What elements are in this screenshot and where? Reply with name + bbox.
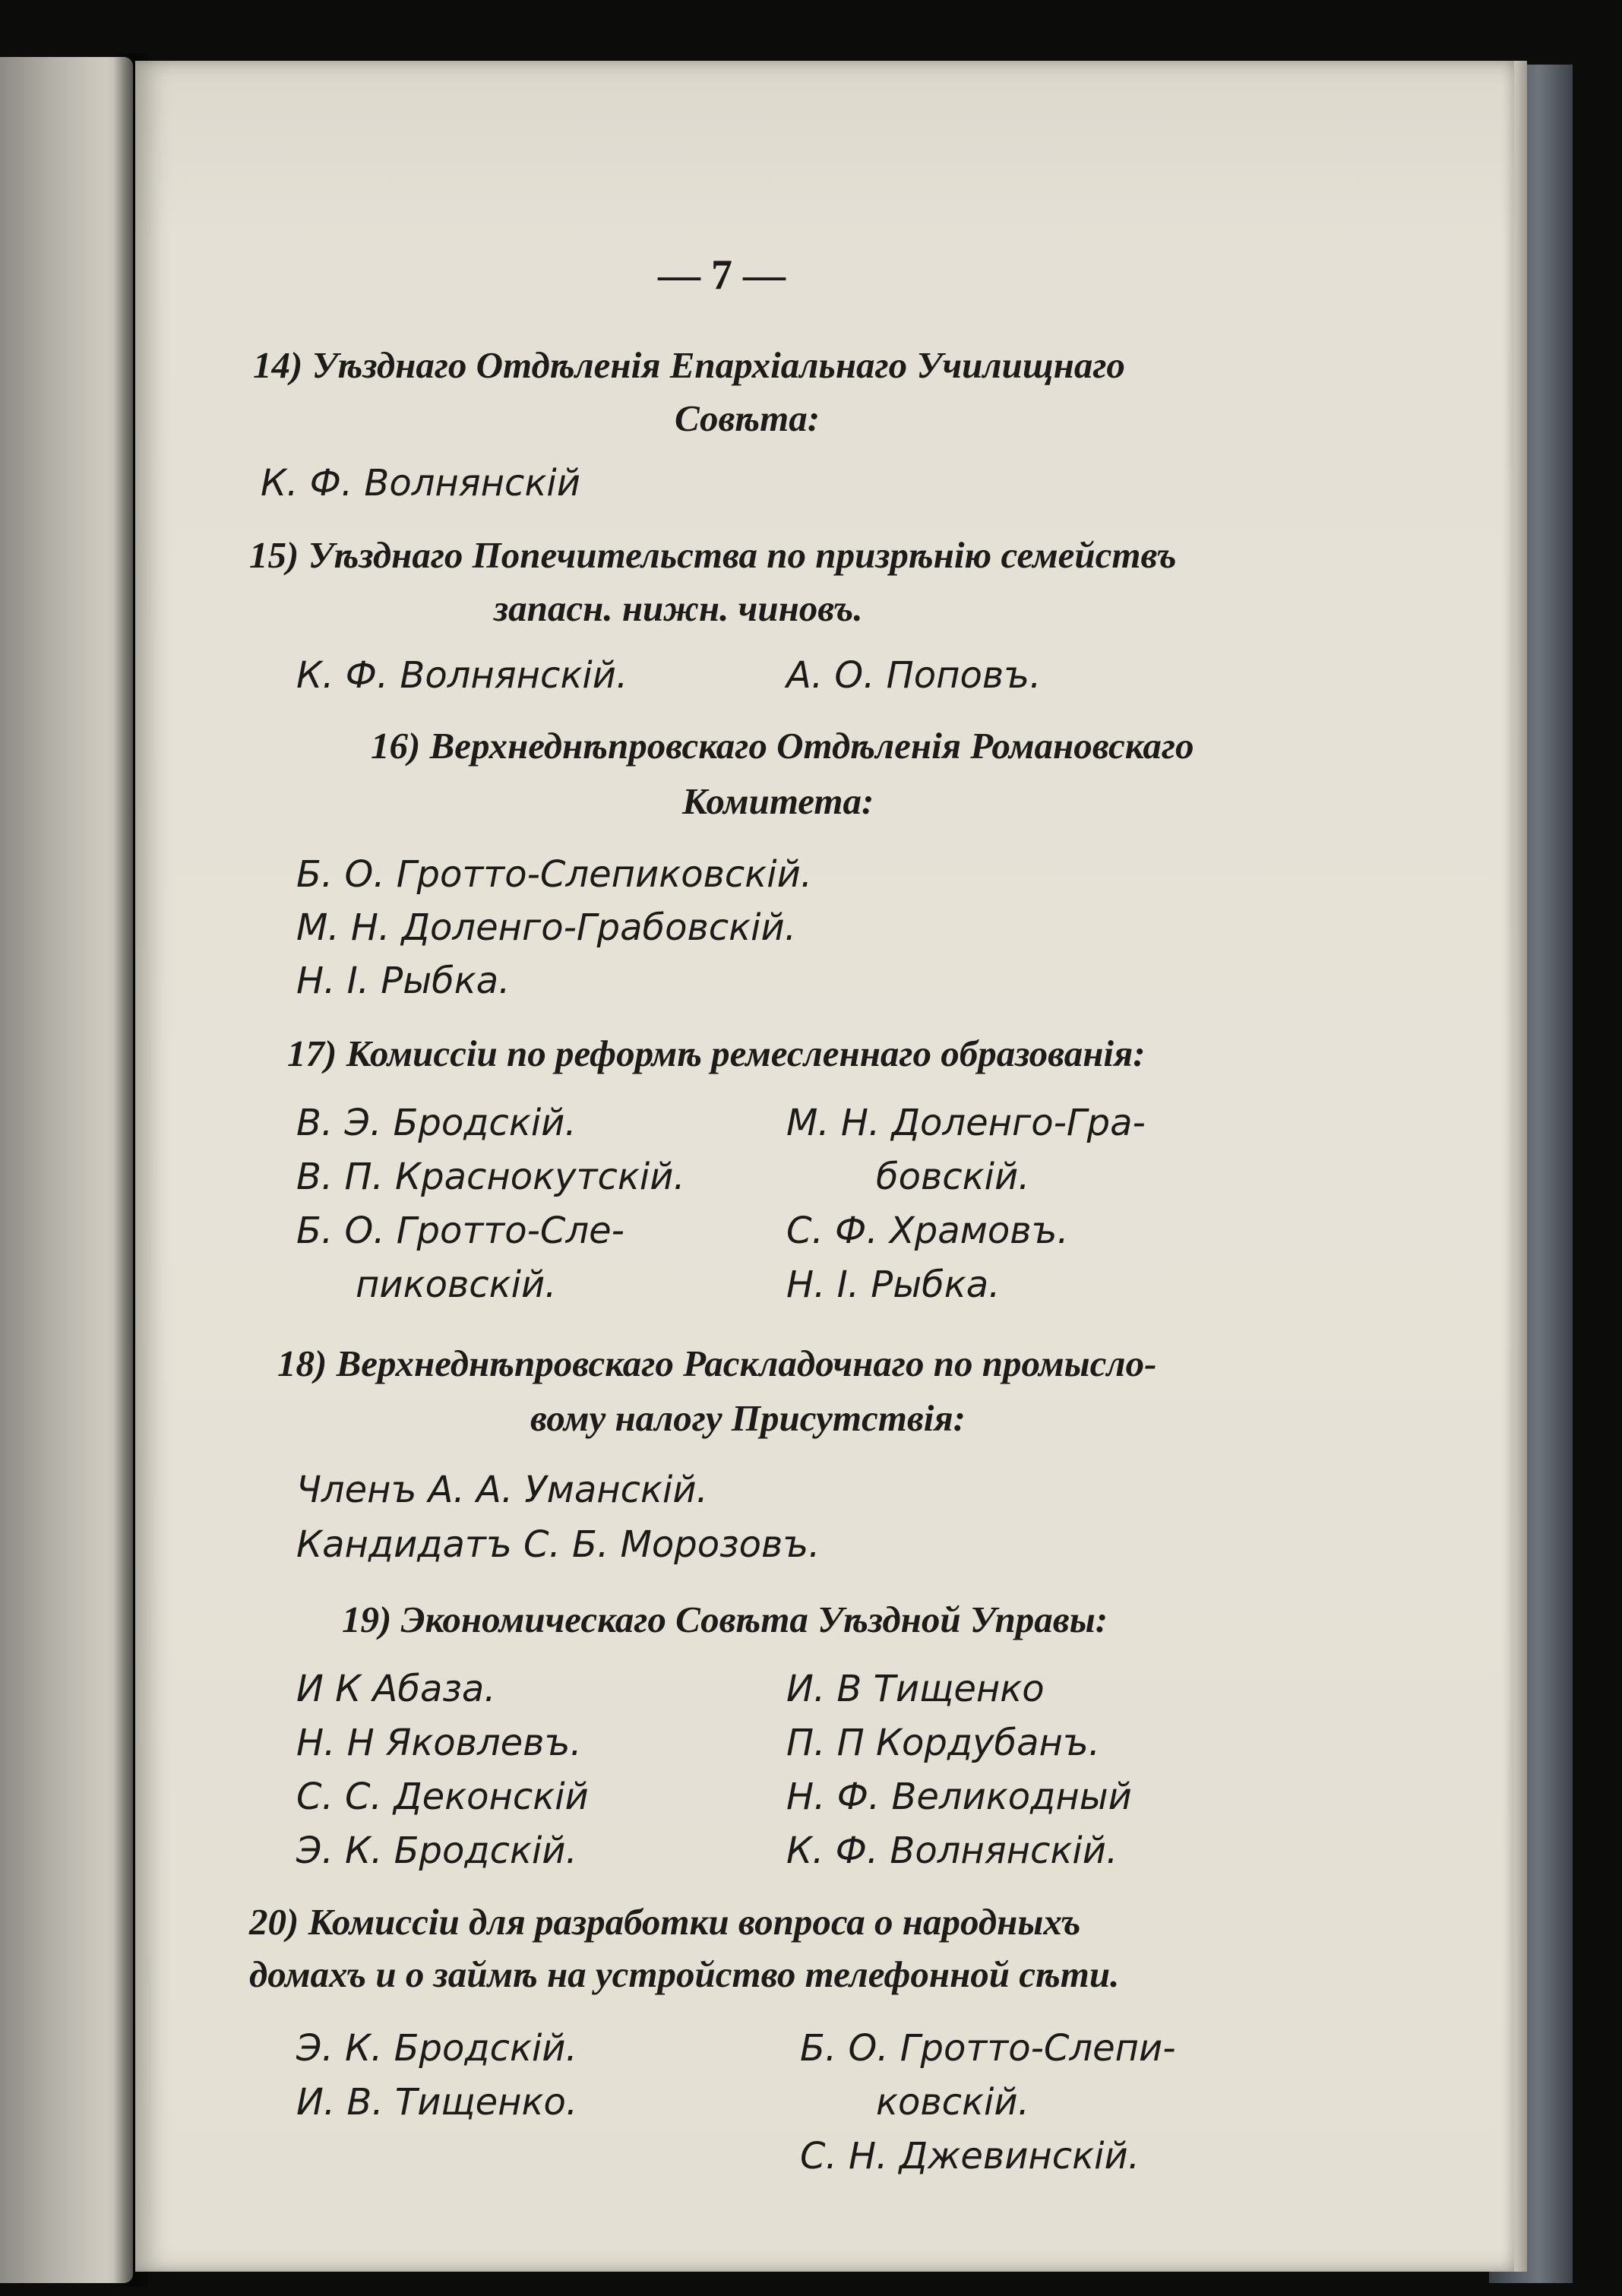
section-16-name-3: Н. І. Рыбка. [296, 960, 511, 1002]
section-14-heading-line-2: Совѣта: [675, 397, 820, 439]
section-17-name-1: В. Э. Бродскій. [296, 1102, 577, 1144]
section-18-name-2: Кандидатъ С. Б. Морозовъ. [296, 1523, 820, 1566]
section-14-heading-line-1: 14) Уѣзднаго Отдѣленія Епархіальнаго Училищнаго [253, 344, 1125, 386]
section-19-name-2: Н. Н Яковлевъ. [296, 1722, 582, 1764]
section-16-heading-line-1: 16) Верхнеднѣпровскаго Отдѣленія Романовскаго [371, 725, 1194, 767]
section-20-name-3: Б. О. Гротто-Слепи- [800, 2027, 1176, 2070]
section-19-heading: 19) Экономическаго Совѣта Уѣздной Управы: [342, 1599, 1108, 1640]
section-20-name-2: И. В. Тищенко. [296, 2081, 578, 2124]
section-20-heading-line-1: 20) Комиссіи для разработки вопроса о народныхъ [249, 1901, 1081, 1943]
section-19-name-3: С. С. Деконскій [296, 1776, 589, 1818]
section-15-name-1: К. Ф. Волнянскій. [296, 654, 628, 697]
section-17-name-6: Н. І. Рыбка. [786, 1263, 1001, 1306]
section-19-name-8: К. Ф. Волнянскій. [786, 1830, 1118, 1872]
section-19-name-5: И. В Тищенко [786, 1668, 1045, 1710]
section-19-name-6: П. П Кордубанъ. [786, 1722, 1101, 1764]
section-14-name-1: К. Ф. Волнянскій [261, 462, 580, 504]
section-20-name-3-cont: ковскій. [876, 2081, 1029, 2124]
section-19-name-7: Н. Ф. Великодный [786, 1776, 1132, 1818]
left-page-edge [0, 57, 133, 2283]
section-17-name-5: С. Ф. Храмовъ. [786, 1210, 1069, 1252]
section-17-name-4-cont: бовскій. [876, 1156, 1030, 1198]
section-20-name-1: Э. К. Бродскій. [296, 2027, 577, 2070]
section-17-heading: 17) Комиссіи по реформѣ ремесленнаго образованія: [287, 1033, 1146, 1074]
section-19-name-1: И К Абаза. [296, 1668, 496, 1710]
section-15-heading-line-1: 15) Уѣзднаго Попечительства по призрѣнію семействъ [249, 534, 1177, 576]
page-number: — 7 — [658, 251, 786, 299]
section-16-heading-line-2: Комитета: [682, 780, 874, 822]
section-17-name-2: В. П. Краснокутскій. [296, 1156, 685, 1198]
section-18-heading-line-2: вому налогу Присутствія: [530, 1397, 966, 1439]
section-20-heading-line-2: домахъ и о займѣ на устройство телефонной сѣти. [249, 1953, 1120, 1995]
section-17-name-3-cont: пиковскій. [356, 1263, 557, 1306]
section-16-name-1: Б. О. Гротто-Слепиковскій. [296, 853, 813, 896]
section-17-name-4: М. Н. Доленго-Гра- [786, 1102, 1146, 1144]
section-16-name-2: М. Н. Доленго-Грабовскій. [296, 906, 796, 949]
section-15-heading-line-2: запасн. нижн. чиновъ. [494, 587, 863, 629]
section-18-heading-line-1: 18) Верхнеднѣпровскаго Раскладочнаго по промысло- [277, 1342, 1157, 1384]
book-page [135, 61, 1514, 2272]
section-17-name-3: Б. О. Гротто-Сле- [296, 1210, 624, 1252]
section-19-name-4: Э. К. Бродскій. [296, 1830, 577, 1872]
section-15-name-2: А. О. Поповъ. [786, 654, 1042, 697]
section-18-name-1: Членъ А. А. Уманскій. [296, 1469, 708, 1511]
section-20-name-4: С. Н. Джевинскій. [800, 2135, 1140, 2177]
